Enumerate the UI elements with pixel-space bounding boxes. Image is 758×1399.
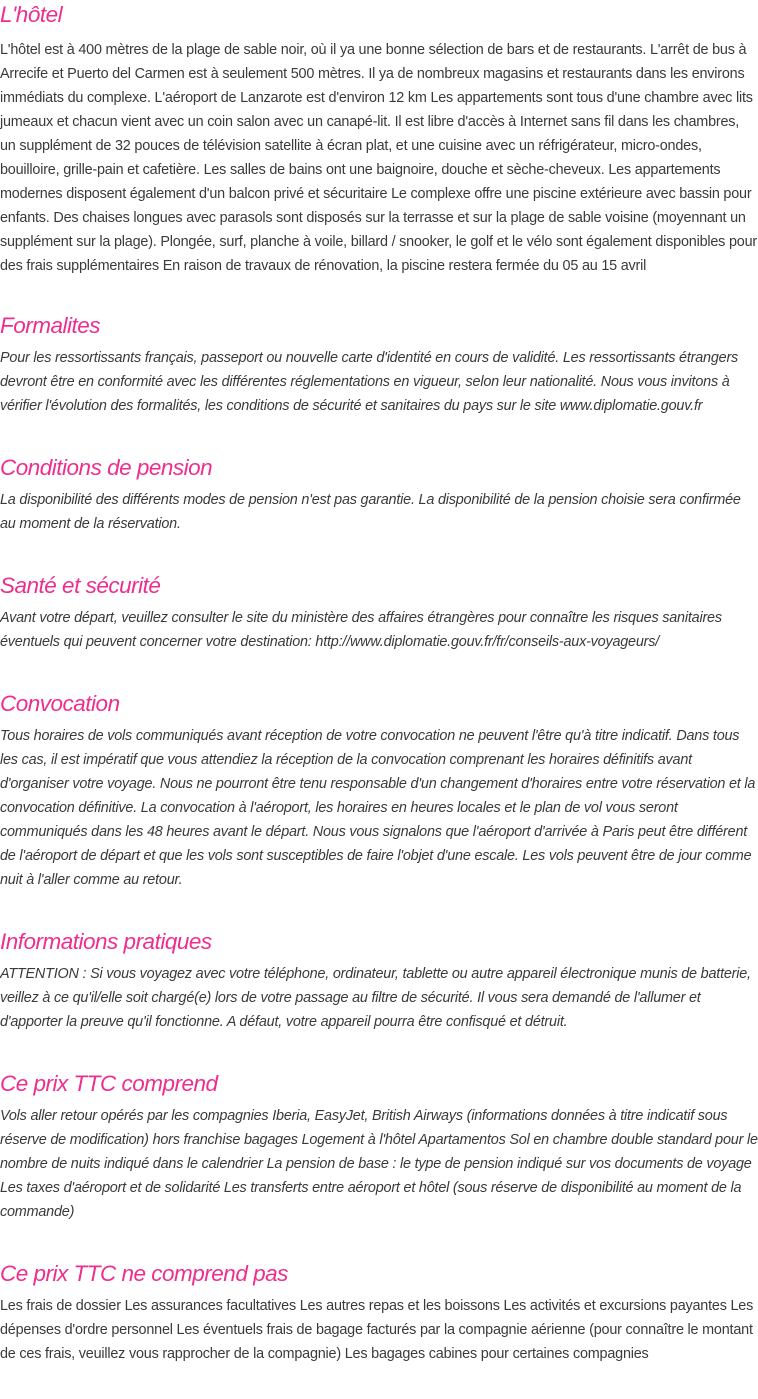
section-title-sante-securite: Santé et sécurité <box>0 573 161 598</box>
section-conditions-pension <box>0 453 758 536</box>
section-title-formalites: Formalites <box>0 313 101 338</box>
section-title-prix-comprend: Ce prix TTC comprend <box>0 1071 218 1096</box>
section-title-informations-pratiques: Informations pratiques <box>0 929 212 954</box>
section-body-prix-ne-comprend-pas: Les frais de dossier Les assurances facultatives Les autres repas et les boissons Les activités et excursions payantes Les dépenses d'ordre personnel Les éventuels frais de bagage facturés par la compagnie aérienne (pour connaître le montant de ces frais, veuillez vous rapprocher de la compagnie) Les bagages cabines pour certaines compagnies <box>0 1298 754 1362</box>
section-hotel <box>0 0 758 278</box>
section-body-convocation: Tous horaires de vols communiqués avant réception de votre convocation ne peuvent l'être qu'à titre indicatif. Dans tous les cas, il est impératif que vous attendiez la réception de la convocation comprenant les horaires définitifs avant d'organiser votre voyage. Nous ne pourront être tenu responsable d'un changement d'horaires entre votre réservation et la convocation définitive. La convocation à l'aéroport, les horaires en heures locales et le plan de vol vous seront communiqués dans les 48 heures avant le départ. Nous vous signalons que l'aéroport d'arrivée à Paris peut être différent de l'aéroport de départ et que les vols sont susceptibles de faire l'objet d'une escale. Les vols peuvent être de jour comme nuit à l'aller comme au retour. <box>0 728 756 888</box>
section-formalites <box>0 311 758 418</box>
section-title-conditions-pension: Conditions de pension <box>0 455 213 480</box>
section-body-informations-pratiques: ATTENTION : Si vous voyagez avec votre téléphone, ordinateur, tablette ou autre appareil électronique munis de batterie, veillez à ce qu'il/elle soit chargé(e) lors de votre passage au filtre de sécurité. Il vous sera demandé de l'allumer et d'apporter la preuve qu'il fonctionne. A défaut, votre appareil pourra être confisqué et détruit. <box>0 966 751 1030</box>
section-prix-ne-comprend-pas <box>0 1259 758 1366</box>
section-body-prix-comprend: Vols aller retour opérés par les compagnies Iberia, EasyJet, British Airways (informations données à titre indicatif sous réserve de modification) hors franchise bagages Logement à l'hôtel Apartamentos Sol en chambre double standard pour le nombre de nuits indiqué dans le calendrier La pension de base : le type de pension indiqué sur vos documents de voyage Les taxes d'aéroport et de solidarité Les transferts entre aéroport et hôtel (sous réserve de disponibilité au moment de la commande) <box>0 1108 758 1220</box>
section-sante-securite <box>0 571 758 654</box>
section-convocation <box>0 689 758 892</box>
section-body-formalites: Pour les ressortissants français, passeport ou nouvelle carte d'identité en cours de validité. Les ressortissants étrangers devront être en conformité avec les différentes réglementations en vigueur, selon leur nationalité. Nous vous invitons à vérifier l'évolution des formalités, les conditions de sécurité et sanitaires du pays sur le site www.diplomatie.gouv.fr <box>0 350 739 414</box>
section-body-conditions-pension: La disponibilité des différents modes de pension n'est pas garantie. La disponibilité de la pension choisie sera confirmée au moment de la réservation. <box>0 492 741 532</box>
section-body-hotel: L'hôtel est à 400 mètres de la plage de sable noir, où il ya une bonne sélection de bars et de restaurants. L'arrêt de bus à Arrecife et Puerto del Carmen est à seulement 500 mètres. Il ya de nombreux magasins et restaurants dans les environs immédiats du complexe. L'aéroport de Lanzarote est d'environ 12 km Les appartements sont tous d'une chambre avec lits jumeaux et chacun vient avec un coin salon avec un canapé-lit. Il est libre d'accès à Internet sans fil dans les chambres, un supplément de 32 pouces de télévision satellite à écran plat, et une cuisine avec un réfrigérateur, micro-ondes, bouilloire, grille-pain et cafetière. Les salles de bains ont une baignoire, douche et sèche-cheveux. Les appartements modernes disposent également d'un balcon privé et sécuritaire Le complexe offre une piscine extérieure avec bassin pour enfants. Des chaises longues avec parasols sont disposés sur la terrasse et sur la plage de sable voisine (moyennant un supplément sur la plage). Plongée, surf, planche à voile, billard / snooker, le golf et le vélo sont également disponibles pour des frais supplémentaires En raison de travaux de rénovation, la piscine restera fermée du 05 au 15 avril <box>0 42 757 274</box>
section-title-prix-ne-comprend-pas: Ce prix TTC ne comprend pas <box>0 1261 288 1286</box>
section-body-sante-securite: Avant votre départ, veuillez consulter le site du ministère des affaires étrangères pour connaître les risques sanitaires éventuels qui peuvent concerner votre destination: http://www.diplomatie.gouv.fr/fr/conseils-aux-voyageurs/ <box>0 610 722 650</box>
section-prix-comprend <box>0 1069 758 1224</box>
section-informations-pratiques <box>0 927 758 1034</box>
section-title-hotel: L'hôtel <box>0 2 63 27</box>
section-title-convocation: Convocation <box>0 691 120 716</box>
